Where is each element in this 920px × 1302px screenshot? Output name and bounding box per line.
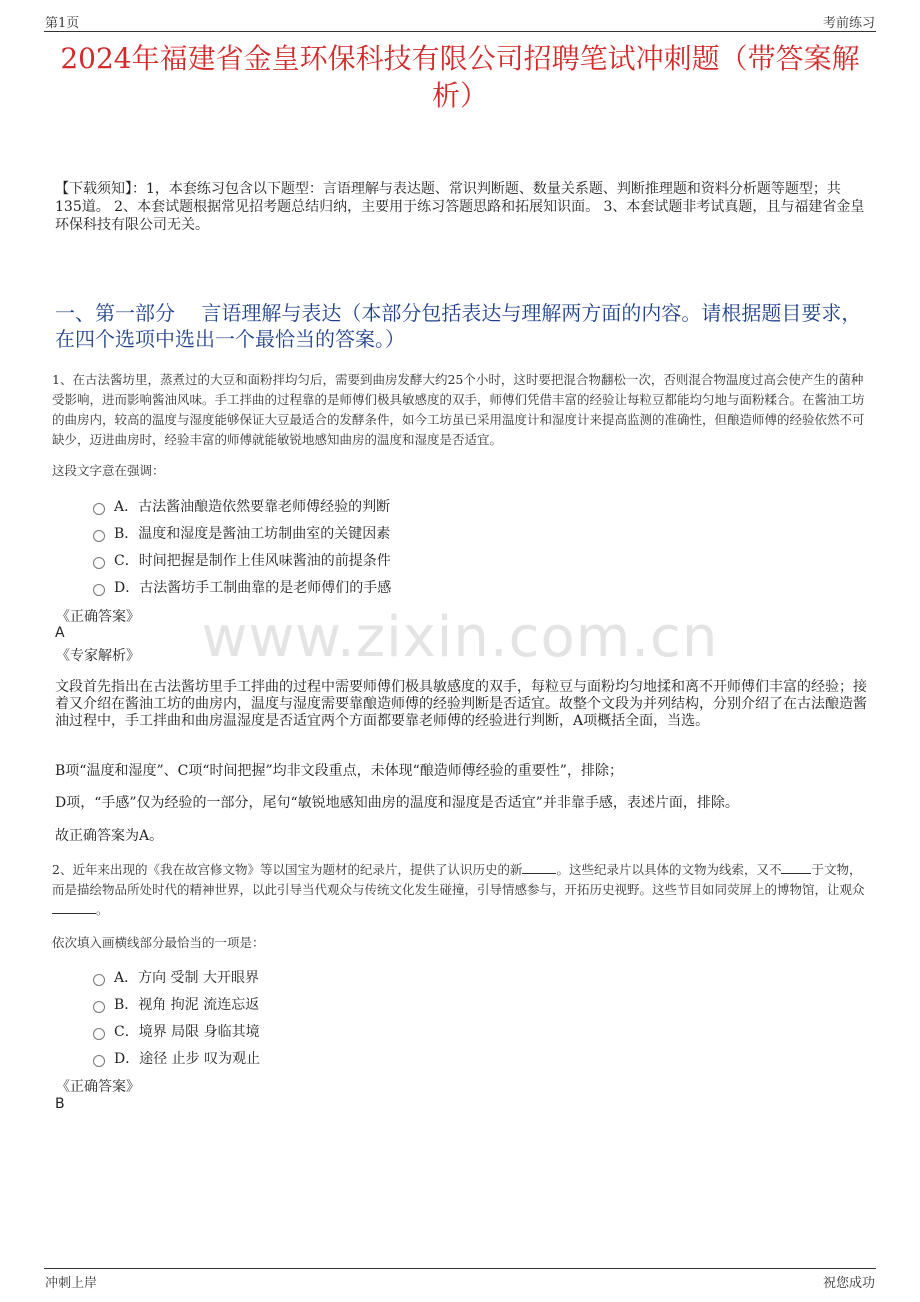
question-2-option-d[interactable] — [93, 1048, 260, 1068]
fill-blank — [781, 861, 811, 874]
option-label: A．方向 受制 大开眼界 — [114, 970, 260, 986]
analysis-paragraph: 文段首先指出在古法酱坊里手工拌曲的过程中需要师傅们极具敏感度的双手，每粒豆与面粉均匀地揉和离不开师傅们丰富的经验；接着又介绍在酱油工坊的曲房内，温度与湿度需要靠酿造师傅的经验判断是否适宜。故整个文段为并列结构，分别介绍了在古法酿造酱油过程中，手工拌曲和曲房温湿度是否适宜两个方面都要靠老师傅的经验进行判断，A项概括全面，当选。 — [55, 679, 867, 729]
question-1-option-a[interactable] — [93, 496, 390, 516]
radio-icon[interactable] — [93, 584, 105, 596]
radio-icon[interactable] — [93, 557, 105, 569]
section-heading: 一、第一部分 言语理解与表达（本部分包括表达与理解两方面的内容。请根据题目要求，在四个选项中选出一个最恰当的答案。） — [55, 301, 862, 351]
radio-icon[interactable] — [93, 503, 105, 515]
download-notice: 【下载须知】：1，本套练习包含以下题型：言语理解与表达题、常识判断题、数量关系题、判断推理题和资料分析题等题型；共135道。 2、本套试题根据常见招考题总结归纳，主要用于练习答题思路和拓展知识面。 3、本套试题非考试真题，且与福建省金皇环保科技有限公司无关。 — [55, 181, 865, 233]
header-tag: 考前练习 — [822, 16, 875, 31]
option-label: B．视角 拘泥 流连忘返 — [114, 997, 260, 1013]
analysis-label: 《专家解析》 — [56, 648, 140, 664]
question-1-text: 1、在古法酱坊里，蒸煮过的大豆和面粉拌均匀后，需要到曲房发酵大约25个小时，这时要把混合物翻松一次，否则混合物温度过高会使产生的菌种受影响，进而影响酱油风味。手工拌曲的过程靠的是师傅们极具敏感度的双手，师傅们凭借丰富的经验让每粒豆都能均匀地与面粉糅合。在酱油工坊的曲房内，较高的温度与湿度能够保证大豆最适合的发酵条件，如今工坊虽已采用温度计和湿度计来提高监测的准确性，但酿造师傅的经验依然不可缺少，迈进曲房时，经验丰富的师傅就能敏锐地感知曲房的温度和湿度是否适宜。 — [52, 372, 865, 447]
radio-icon[interactable] — [93, 1055, 105, 1067]
question-2-option-a[interactable] — [93, 967, 259, 987]
page-number: 第1页 — [45, 16, 80, 31]
question-2-option-b[interactable] — [93, 994, 259, 1014]
option-label: D．途径 止步 叹为观止 — [114, 1051, 261, 1067]
fill-blank — [522, 861, 556, 874]
question-2-option-c[interactable] — [93, 1021, 260, 1041]
fill-blank — [52, 901, 96, 914]
question-2-prompt: 依次填入画横线部分最恰当的一项是： — [52, 935, 265, 950]
answer-value: A — [55, 625, 65, 641]
radio-icon[interactable] — [93, 1028, 105, 1040]
question-1-prompt: 这段文字意在强调： — [52, 463, 165, 478]
radio-icon[interactable] — [93, 1001, 105, 1013]
header-divider — [44, 31, 876, 32]
option-label: B．温度和湿度是酱油工坊制曲室的关键因素 — [114, 526, 391, 542]
radio-icon[interactable] — [93, 530, 105, 542]
option-label: D．古法酱坊手工制曲靠的是老师傅们的手感 — [114, 580, 392, 596]
question-1-option-d[interactable] — [93, 577, 391, 597]
document-title: 2024年福建省金皇环保科技有限公司招聘笔试冲刺题（带答案解析） — [60, 42, 860, 112]
analysis-paragraph: D项，“手感”仅为经验的一部分，尾句“敏锐地感知曲房的温度和湿度是否适宜”并非靠手感，表述片面，排除。 — [55, 795, 739, 811]
footer-divider — [44, 1268, 876, 1269]
question-1-option-c[interactable] — [93, 550, 391, 570]
analysis-paragraph: B项“温度和湿度”、C项“时间把握”均非文段重点，未体现“酿造师傅经验的重要性”，排除； — [55, 763, 623, 779]
analysis-paragraph: 故正确答案为A。 — [55, 828, 164, 844]
question-2-text: 2、近年来出现的《我在故宫修文物》等以国宝为题材的纪录片，提供了认识历史的新 。这些纪录片以具体的文物为线索，又不 于文物，而是描绘物品所处时代的精神世界，以此引导当代观众与传统文化发生碰撞，引导情感参与，开拓历史视野。这些节目如同荧屏上的博物馆，让观众。 — [52, 862, 865, 917]
answer-label: 《正确答案》 — [56, 1079, 140, 1095]
question-1-option-b[interactable] — [93, 523, 390, 543]
radio-icon[interactable] — [93, 974, 105, 986]
watermark: www.zixin.com.cn — [201, 605, 719, 670]
answer-value: B — [55, 1096, 65, 1112]
option-label: C．时间把握是制作上佳风味酱油的前提条件 — [114, 553, 391, 569]
option-label: C．境界 局限 身临其境 — [114, 1024, 260, 1040]
answer-label: 《正确答案》 — [56, 609, 140, 625]
footer-left: 冲刺上岸 — [45, 1276, 98, 1291]
option-label: A．古法酱油酿造依然要靠老师傅经验的判断 — [114, 499, 391, 515]
footer-right: 祝您成功 — [822, 1276, 875, 1291]
